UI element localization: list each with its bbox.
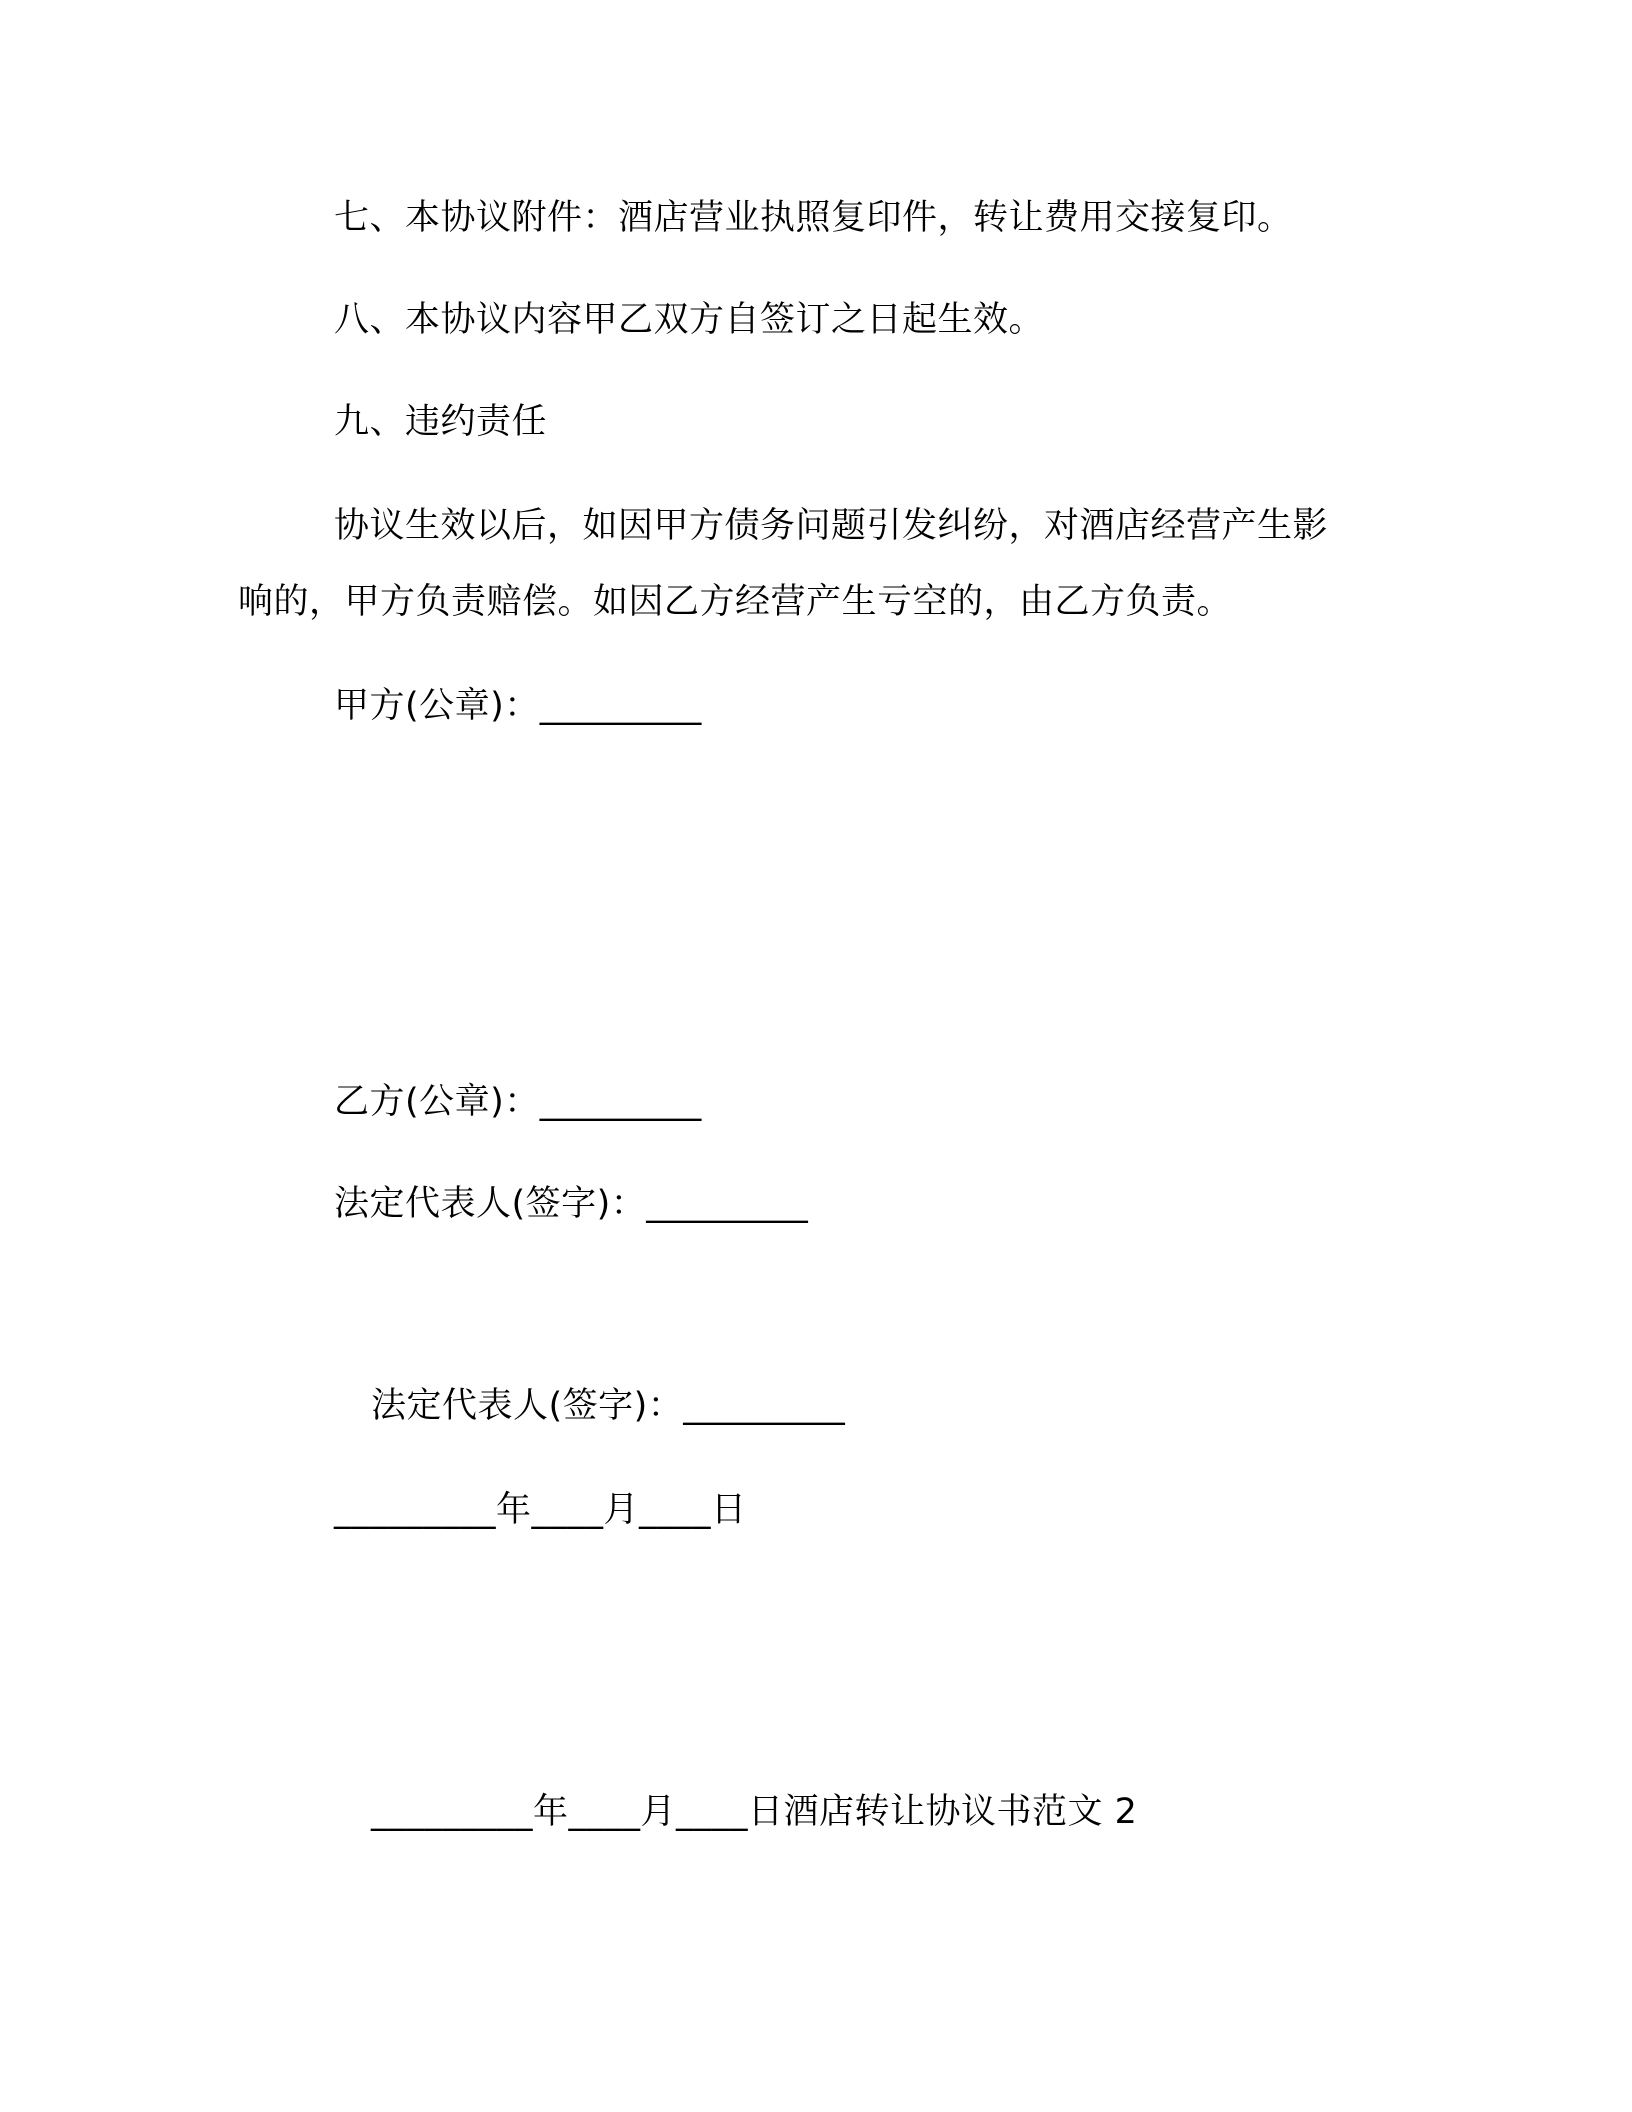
clause-9-heading: 九、违约责任 (334, 402, 548, 442)
clause-8: 八、本协议内容甲乙双方自签订之日起生效。 (334, 300, 1045, 340)
party-a-seal: 甲方(公章)：_________ (334, 686, 702, 726)
clause-9-text-line-2: 响的，甲方负责赔偿。如因乙方经营产生亏空的，由乙方负责。 (238, 582, 1233, 622)
date-line-2-with-next-title: _________年____月____日酒店转让协议书范文 2 (371, 1792, 1138, 1832)
clause-7: 七、本协议附件：酒店营业执照复印件，转让费用交接复印。 (334, 198, 1293, 238)
legal-representative-signature-2: 法定代表人(签字)：_________ (371, 1386, 846, 1426)
party-b-seal: 乙方(公章)：_________ (334, 1082, 702, 1122)
legal-representative-signature-1: 法定代表人(签字)：_________ (334, 1184, 809, 1224)
date-line-1: _________年____月____日 (334, 1490, 747, 1530)
clause-9-text-line-1: 协议生效以后，如因甲方债务问题引发纠纷，对酒店经营产生影 (334, 506, 1329, 546)
